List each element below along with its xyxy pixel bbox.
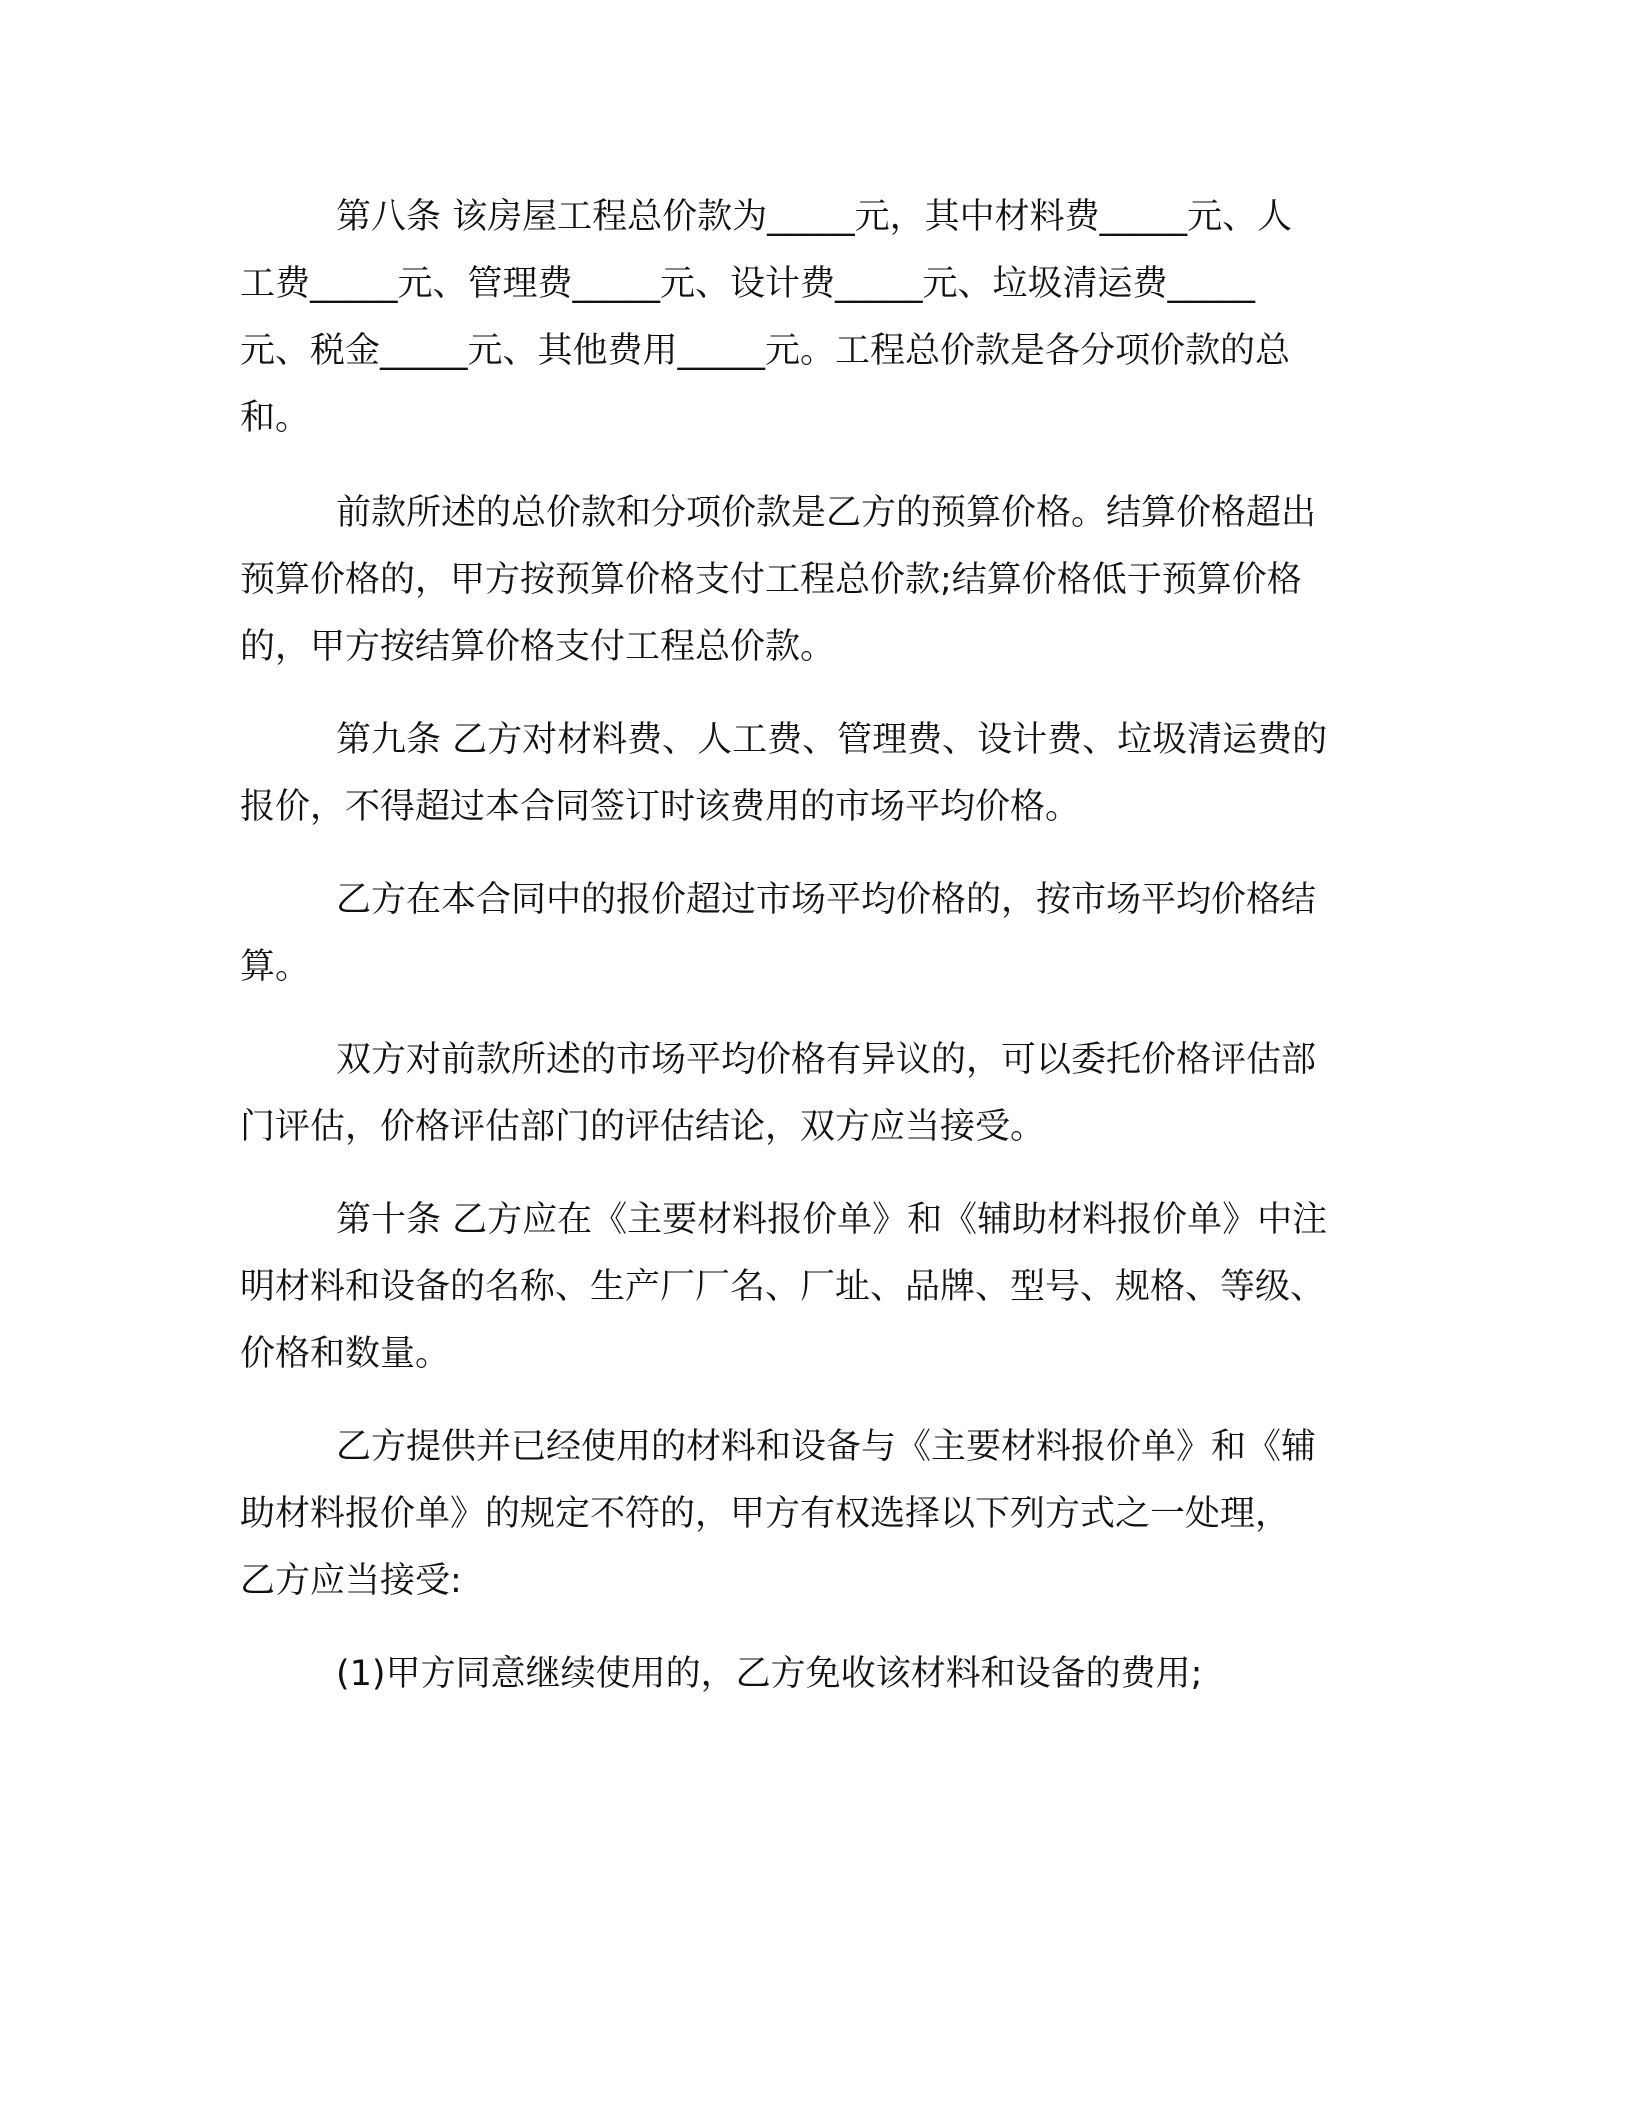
text-line: 工费_____元、管理费_____元、设计费_____元、垃圾清运费_____ xyxy=(240,264,1256,304)
text-line: (1)甲方同意继续使用的，乙方免收该材料和设备的费用; xyxy=(336,1654,1203,1694)
paragraph-material-mismatch xyxy=(240,1414,1392,1615)
text-line: 元、税金_____元、其他费用_____元。工程总价款是各分项价款的总 xyxy=(240,331,1291,371)
text-line: 算。 xyxy=(240,947,311,987)
text-line: 双方对前款所述的市场平均价格有异议的，可以委托价格评估部 xyxy=(336,1040,1317,1080)
paragraph-item-1 xyxy=(240,1641,1392,1708)
paragraph-article-10 xyxy=(240,1187,1392,1388)
text-line: 第八条 该房屋工程总价款为_____元，其中材料费_____元、人 xyxy=(336,197,1293,237)
text-line: 和。 xyxy=(240,398,311,438)
paragraph-budget-price xyxy=(240,480,1392,681)
text-line: 乙方提供并已经使用的材料和设备与《主要材料报价单》和《辅 xyxy=(336,1427,1317,1467)
text-line: 报价，不得超过本合同签订时该费用的市场平均价格。 xyxy=(240,787,1081,827)
paragraph-article-8 xyxy=(240,184,1392,452)
text-line: 前款所述的总价款和分项价款是乙方的预算价格。结算价格超出 xyxy=(336,493,1317,533)
text-line: 门评估，价格评估部门的评估结论，双方应当接受。 xyxy=(240,1107,1046,1147)
text-line: 乙方应当接受: xyxy=(240,1561,462,1601)
paragraph-price-dispute xyxy=(240,1027,1392,1161)
text-line: 预算价格的，甲方按预算价格支付工程总价款;结算价格低于预算价格 xyxy=(240,560,1302,600)
text-line: 的，甲方按结算价格支付工程总价款。 xyxy=(240,627,836,667)
paragraph-market-price xyxy=(240,867,1392,1001)
text-line: 第九条 乙方对材料费、人工费、管理费、设计费、垃圾清运费的 xyxy=(336,720,1328,760)
text-line: 价格和数量。 xyxy=(240,1334,451,1374)
text-line: 明材料和设备的名称、生产厂厂名、厂址、品牌、型号、规格、等级、 xyxy=(240,1267,1326,1307)
text-line: 乙方在本合同中的报价超过市场平均价格的，按市场平均价格结 xyxy=(336,880,1317,920)
paragraph-article-9 xyxy=(240,707,1392,841)
text-line: 第十条 乙方应在《主要材料报价单》和《辅助材料报价单》中注 xyxy=(336,1200,1328,1240)
text-line: 助材料报价单》的规定不符的，甲方有权选择以下列方式之一处理， xyxy=(240,1494,1291,1534)
